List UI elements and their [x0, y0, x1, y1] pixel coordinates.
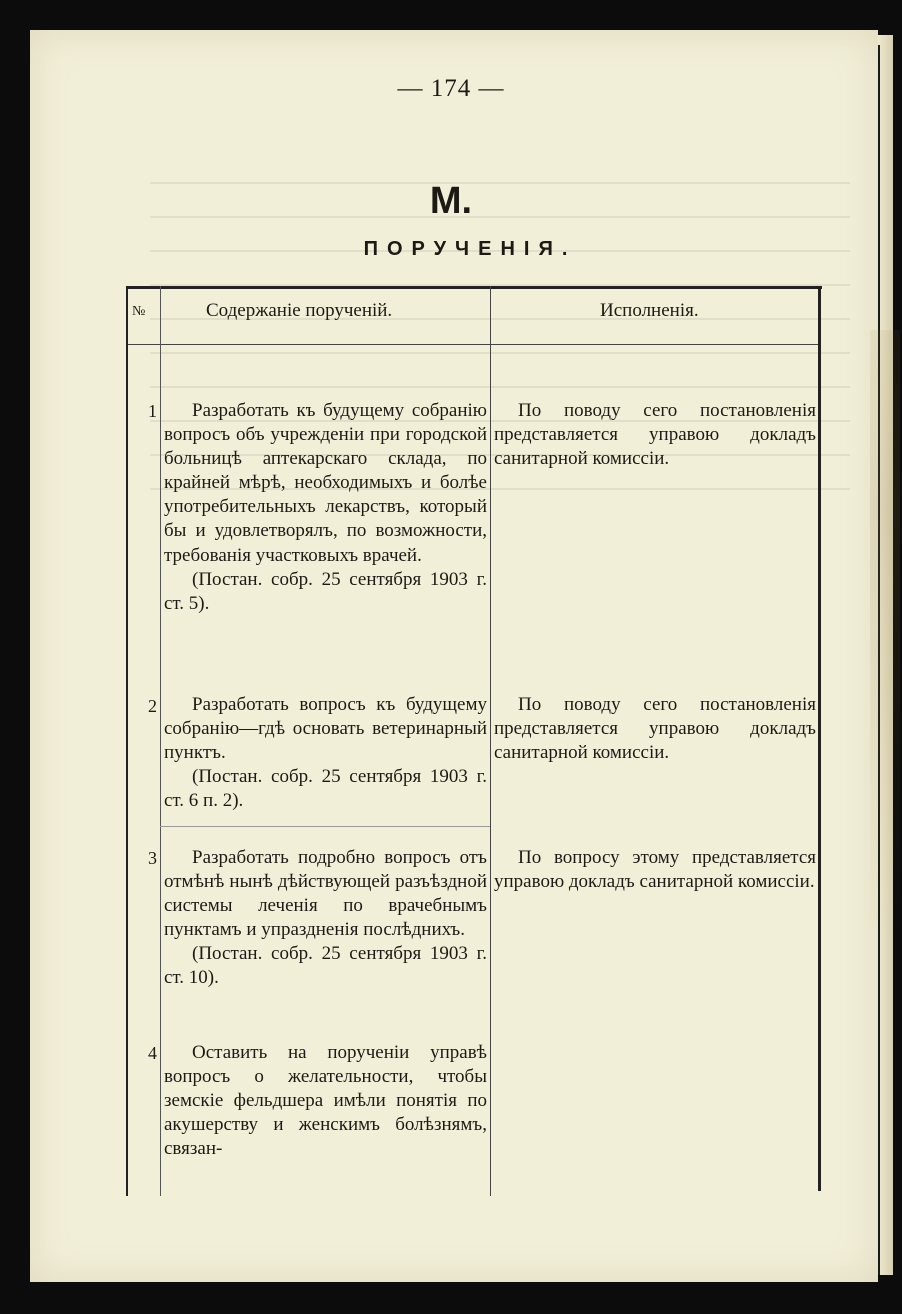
table-header-rule: [126, 344, 820, 345]
order-reference: (Постан. собр. 25 сентября 1903 г. ст. 5).: [164, 568, 487, 614]
order-text: Оставить на порученіи управѣ вопросъ о желательности, чтобы земскіе фельдшера имѣли понятія по акушерству и женскимъ болѣзнямъ, связан-: [164, 1042, 487, 1160]
row-content: [164, 693, 487, 813]
row-number: 2: [148, 696, 157, 716]
table-top-rule: [126, 286, 822, 289]
row-number: 3: [148, 848, 157, 868]
row-content: [164, 1041, 487, 1161]
execution-text: По вопросу этому представляется управою докладъ санитарной комиссіи.: [494, 847, 816, 893]
header-execution: Исполненія.: [600, 300, 699, 321]
header-number: №: [132, 304, 146, 319]
order-text: Разработать подробно вопросъ отъ отмѣнѣ нынѣ дѣйствующей разъѣздной системы леченія по врачебнымъ пунктамъ и упраздненія послѣднихъ.: [164, 847, 487, 941]
order-text: Разработать къ будущему собранію вопросъ объ учрежденіи при городской больницѣ аптекарскаго склада, по крайней мѣрѣ, необходимыхъ и болѣе употребительныхъ лекарствъ, который бы и удовлетворялъ, по возможности, требованія участковыхъ врачей.: [164, 400, 487, 566]
execution-text: По поводу сего постановленія представляется управою докладъ санитарной комиссіи.: [494, 694, 816, 764]
page-number: — 174 —: [397, 75, 505, 102]
row-execution: [494, 693, 816, 765]
order-reference: (Постан. собр. 25 сентября 1903 г. ст. 10).: [164, 943, 487, 989]
row-execution: [494, 846, 816, 894]
paper-foxing: [870, 330, 900, 1230]
order-reference: (Постан. собр. 25 сентября 1903 г. ст. 6 п. 2).: [164, 766, 487, 812]
orders-table: [126, 286, 822, 1196]
order-text: Разработать вопросъ къ будущему собранію—гдѣ основать ветеринарный пунктъ.: [164, 694, 487, 764]
row-content: [164, 399, 487, 616]
row-number: 1: [148, 401, 157, 421]
section-title: ПОРУЧЕНІЯ.: [363, 238, 577, 260]
execution-text: По поводу сего постановленія представляется управою докладъ санитарной комиссіи.: [494, 400, 816, 470]
row-number: 4: [148, 1043, 157, 1063]
row-content: [164, 846, 487, 991]
table-column-rule-content: [490, 286, 491, 1196]
row-execution: [494, 399, 816, 471]
table-row-separator: [160, 826, 490, 827]
header-content: Содержаніе порученій.: [206, 300, 393, 321]
table-right-rule: [818, 286, 821, 1191]
section-letter: М.: [429, 180, 473, 222]
table-column-rule-number: [160, 286, 161, 1196]
table-left-rule: [126, 286, 128, 1196]
